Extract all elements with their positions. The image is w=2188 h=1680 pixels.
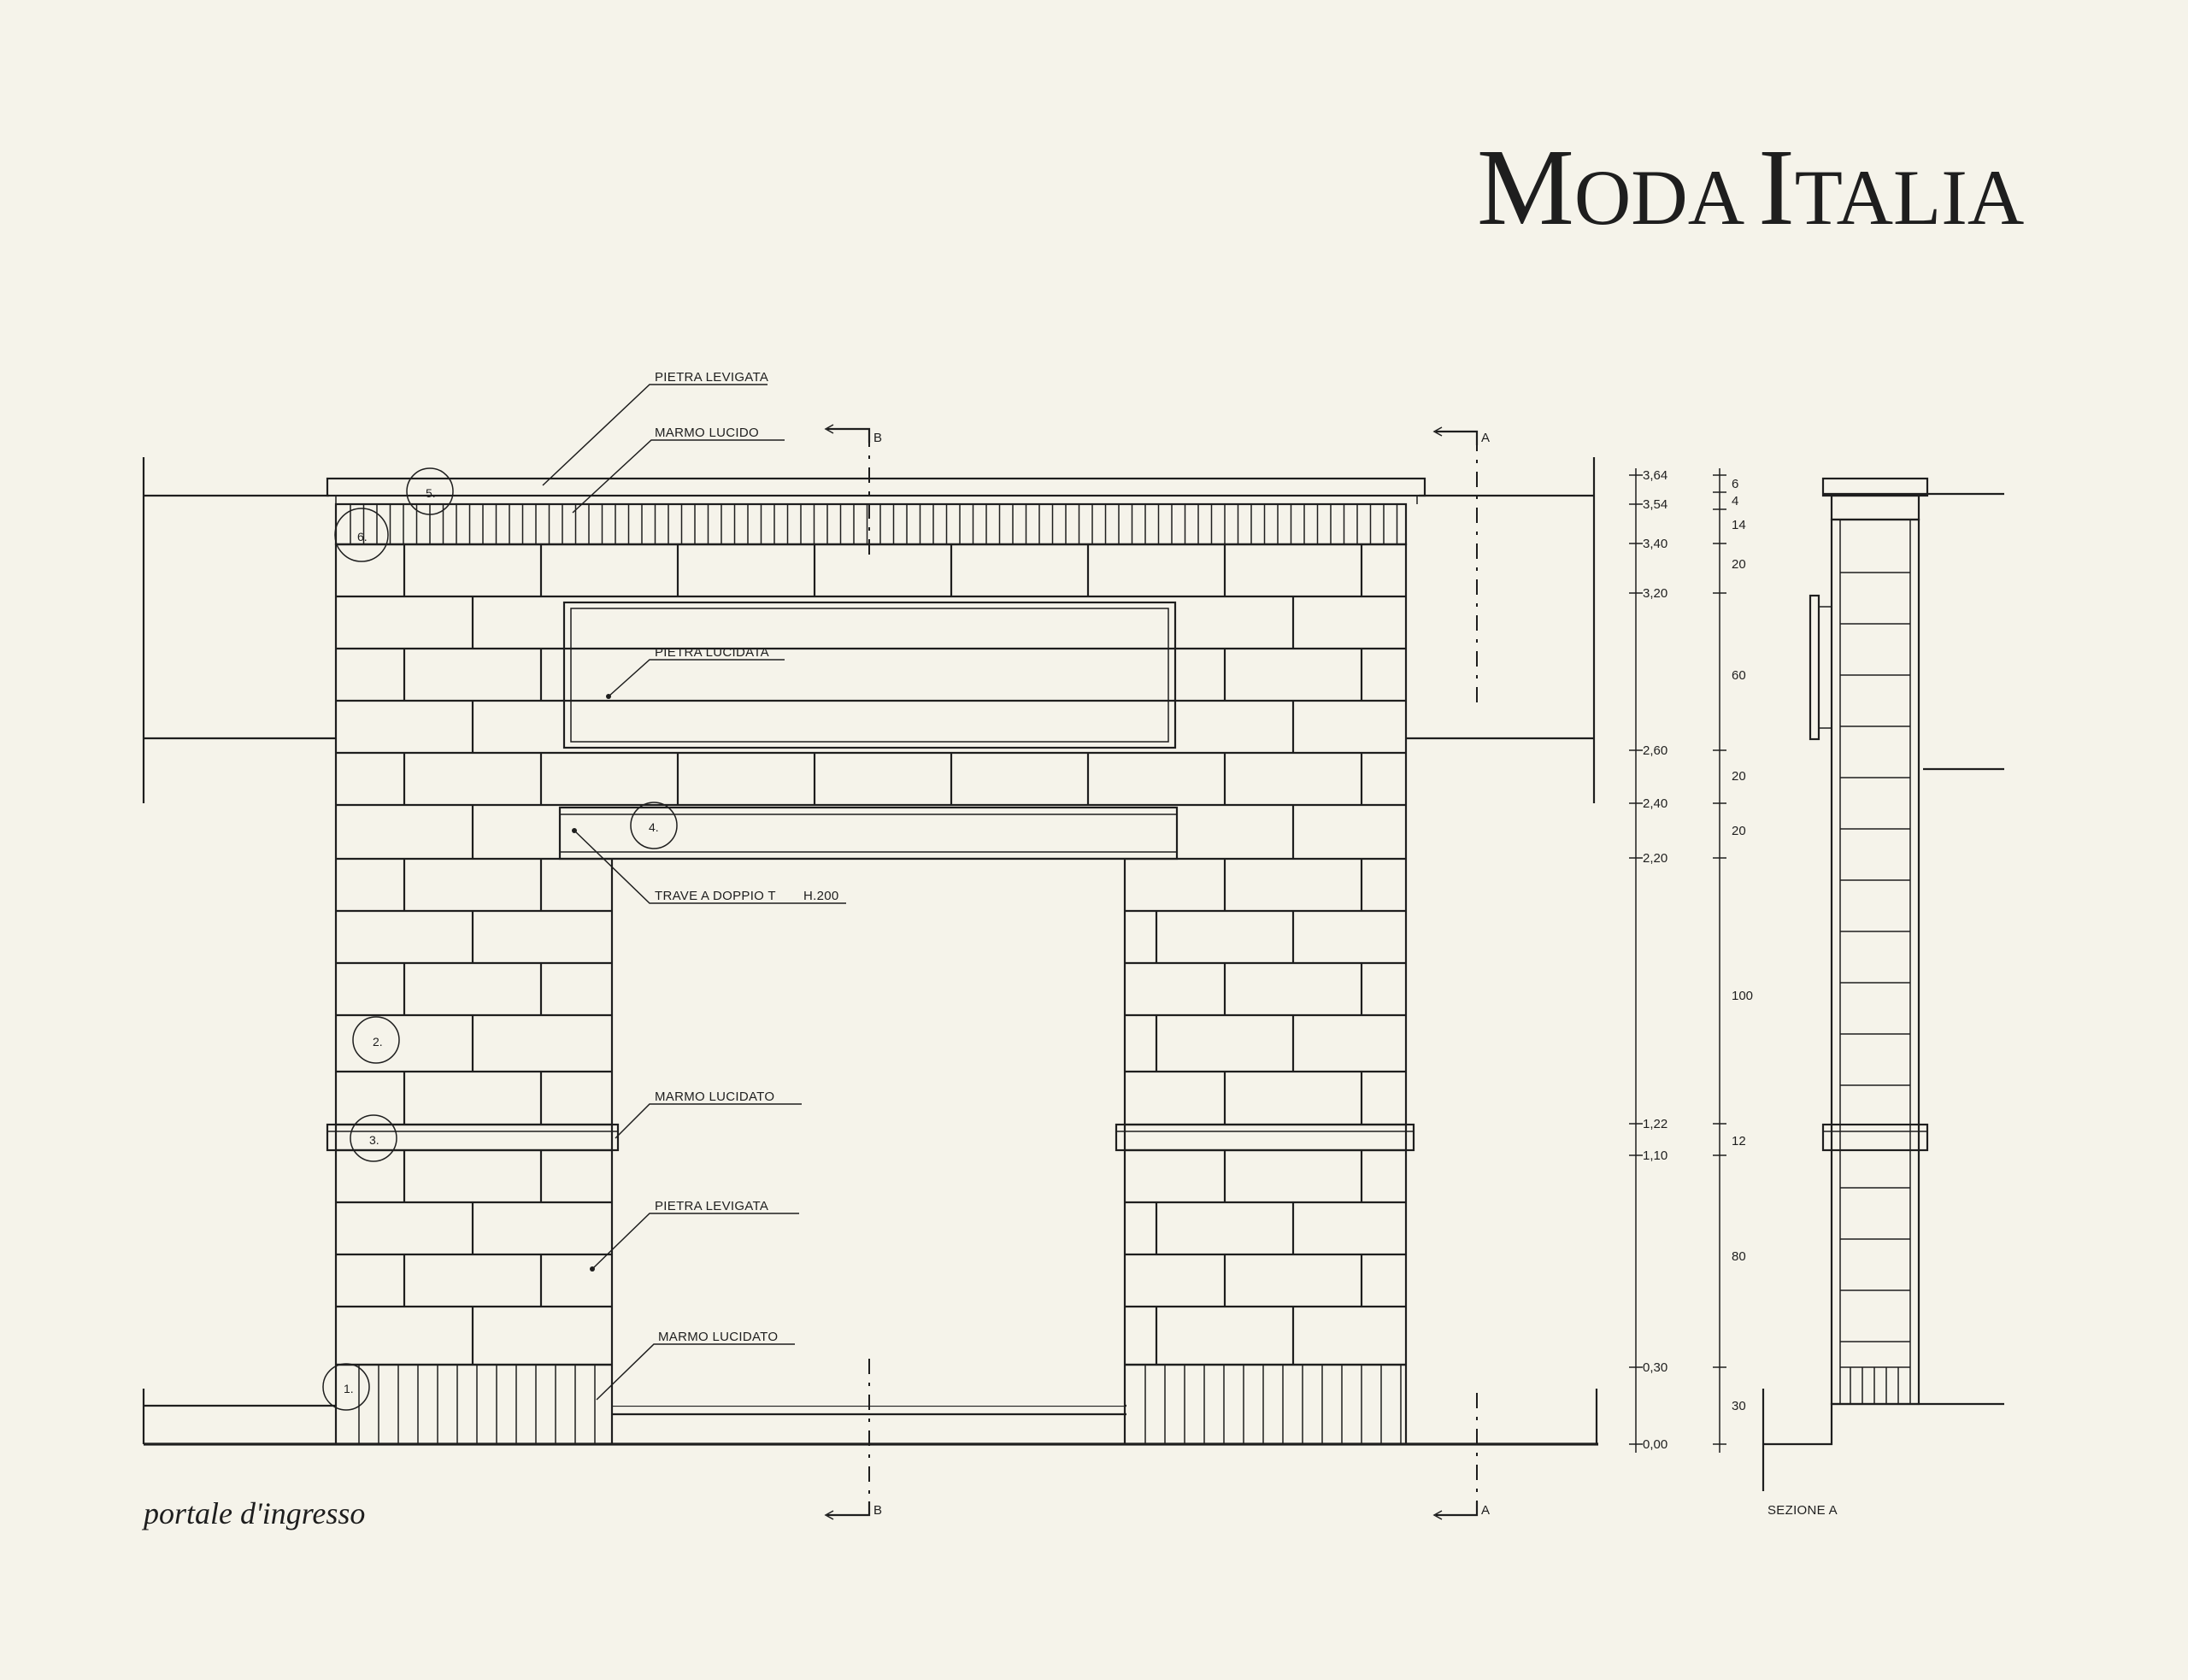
svg-text:TRAVE A DOPPIO T: TRAVE A DOPPIO T xyxy=(655,889,776,903)
section-frieze xyxy=(1832,496,1919,520)
elevation-label: 2,60 xyxy=(1643,743,1668,758)
svg-text:MARMO LUCIDATO: MARMO LUCIDATO xyxy=(658,1330,779,1344)
partial-dimensions xyxy=(1713,468,1753,1453)
partial-label: 20 xyxy=(1732,824,1746,838)
svg-text:5.: 5. xyxy=(426,486,436,500)
string-course-right xyxy=(1116,1125,1414,1150)
elevation-label: 3,40 xyxy=(1643,537,1668,551)
svg-text:2.: 2. xyxy=(373,1035,383,1049)
elevation-label: 0,00 xyxy=(1643,1437,1668,1452)
partial-label: 60 xyxy=(1732,668,1746,683)
label-marmo-lucido xyxy=(573,426,785,513)
elevation-label: 2,40 xyxy=(1643,796,1668,811)
section-panel-profile xyxy=(1810,596,1819,739)
svg-text:6.: 6. xyxy=(357,530,368,543)
partial-label: 12 xyxy=(1732,1134,1746,1148)
elevation-label: 2,20 xyxy=(1643,851,1668,866)
callout-6 xyxy=(335,508,388,561)
section-string-course xyxy=(1823,1125,1927,1150)
partial-label: 20 xyxy=(1732,769,1746,784)
leader-line xyxy=(573,440,785,513)
cut-arrow-top xyxy=(827,429,869,443)
elevation-label: 3,54 xyxy=(1643,497,1668,512)
svg-text:H.200: H.200 xyxy=(803,889,839,903)
section-ground xyxy=(1763,1404,2004,1444)
partial-label: 20 xyxy=(1732,557,1746,572)
front-elevation xyxy=(144,370,1598,1519)
leader-line xyxy=(609,660,785,696)
label-pietra-lucidata xyxy=(606,645,785,699)
cut-arrow-top xyxy=(1436,432,1477,445)
partial-label: 30 xyxy=(1732,1399,1746,1413)
svg-text:B: B xyxy=(873,1503,883,1518)
frieze-ticks xyxy=(350,504,1397,544)
svg-text:B: B xyxy=(873,431,883,445)
svg-text:PIETRA LEVIGATA: PIETRA LEVIGATA xyxy=(655,1199,769,1213)
elevation-label: 3,20 xyxy=(1643,586,1668,601)
svg-text:A: A xyxy=(1481,1503,1491,1518)
cut-arrow-bottom xyxy=(1436,1501,1477,1515)
leader-dot xyxy=(606,694,611,699)
section-plinth xyxy=(1840,1367,1910,1404)
partial-label: 4 xyxy=(1732,494,1739,508)
svg-text:PIETRA LEVIGATA: PIETRA LEVIGATA xyxy=(655,370,769,385)
section-a-label: SEZIONE A xyxy=(1767,1503,1838,1518)
cornice-cap xyxy=(327,479,1425,496)
door-opening xyxy=(612,859,1125,1406)
svg-text:A: A xyxy=(1481,431,1491,445)
section-cut-a xyxy=(1434,427,1490,1519)
partial-label: 6 xyxy=(1732,477,1739,491)
callout-4 xyxy=(631,802,677,849)
svg-text:4.: 4. xyxy=(649,820,659,834)
leader-dot xyxy=(590,1266,595,1272)
svg-text:PIETRA LUCIDATA: PIETRA LUCIDATA xyxy=(655,645,769,660)
svg-text:3.: 3. xyxy=(369,1133,379,1147)
partial-label: 100 xyxy=(1732,989,1754,1003)
elevation-label: 3,64 xyxy=(1643,468,1668,483)
svg-text:MARMO LUCIDO: MARMO LUCIDO xyxy=(655,426,759,440)
moda-italia-logo xyxy=(1477,126,2024,248)
svg-text:MODAITALIA: MODA ITALIA xyxy=(1477,126,2025,248)
partial-marks xyxy=(1713,475,1753,1444)
inscription-panel-inner xyxy=(571,608,1168,742)
section-wall xyxy=(1832,520,1919,1404)
elevation-label: 0,30 xyxy=(1643,1360,1668,1375)
caption: portale d'ingresso xyxy=(144,1496,366,1530)
partial-label: 80 xyxy=(1732,1249,1746,1264)
leader-dot xyxy=(572,828,577,833)
callout-2 xyxy=(353,1017,399,1063)
cut-arrow-bottom xyxy=(827,1501,869,1515)
svg-text:1.: 1. xyxy=(344,1382,354,1395)
section-a-drawing xyxy=(1763,479,2004,1518)
elevation-label: 1,22 xyxy=(1643,1117,1668,1131)
elevation-label: 1,10 xyxy=(1643,1148,1668,1163)
elevation-marks xyxy=(1629,468,1667,1452)
elevation-dimensions xyxy=(1629,468,1667,1453)
section-courses xyxy=(1840,573,1910,1342)
partial-label: 14 xyxy=(1732,518,1746,532)
callout-1 xyxy=(323,1364,369,1410)
callout-3 xyxy=(350,1115,397,1161)
inscription-panel-outer xyxy=(564,602,1175,748)
svg-text:MARMO LUCIDATO: MARMO LUCIDATO xyxy=(655,1090,775,1104)
